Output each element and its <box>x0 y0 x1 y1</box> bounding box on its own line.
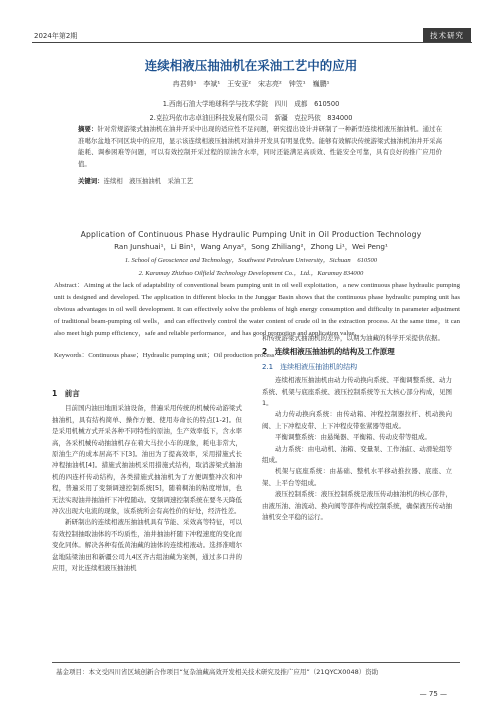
english-affiliation-1: 1. School of Geoscience and Technology，Southwest Petroleum University，Sichuan 610500 <box>124 257 378 264</box>
affiliation-1: 1.西南石油大学地球科学与技术学院 四川 成都 610500 <box>162 100 340 108</box>
body-left-column <box>52 386 242 575</box>
keywords-en-label: Keywords： <box>54 352 89 359</box>
paragraph: 机架与底座系统：由基础、整机水平移动推拉器、底座、立架、上平台等组成。 <box>262 467 452 487</box>
abstract-en-label: Abstract： <box>54 282 84 289</box>
paper-title: 连续相液压抽油机在采油工艺中的应用 <box>144 58 358 73</box>
paragraph: 平衡调整系统：由悬绳器、平衡箱、传动皮带等组成。 <box>275 433 431 442</box>
body-right-column <box>262 333 452 524</box>
paragraph: 动力传动换向系统：由传动箱、冲程控制器拉杆、机动换向阀、上下冲程皮带、上下冲程皮带张紧器等组成。 <box>262 410 452 430</box>
issue-label: 2024年第2期 <box>34 32 78 40</box>
footnote-rule <box>52 662 460 663</box>
paragraph: 新研制出的连续相液压抽油机具有节能、采效高等特征，可以有效控制抽取油体的不均质性，油井抽油杆随下冲程速度的变化而变化同体。解决各种有低黄油藏的油体的连续相液动。选择准噶尔盆地陆梁油田和新疆公司九4区齐古组油藏为案例，通过多口井的应用，对比连续相液压抽油机 <box>52 518 242 573</box>
paragraph: 目前国内油田地面采油设备，普遍采用传统的机械传动游梁式抽油机，具有结构简单、操作方便、使用寿命长的特点[1-2]。但是采用机械方式开采各种不同特性的原油，生产效率低下，含水率高，各采机械传动抽油机存在着大马拉小车的现象，耗电非常大，原油生产的成本居高不下[3]。油田为了提高效率，采用措施式长冲程抽油机[4]。措施式抽油机采用措施式结构，取消游梁式抽油机的四连杆传动结构，各类措施式抽油机为了方便调整冲次和冲程，普遍采用了变频调速控制系统[5]，随着稠油的粘度增加，也无法实现油井抽油杆下冲程随动。变频调速控制系统在要冬天降低冲次出现大电流的现象，该系统所会有高性价的好处，经济性差。 <box>52 404 242 516</box>
page-number: — 75 — <box>419 690 447 698</box>
paragraph: 和传统游梁式抽油机的差异，以期为油藏的科学开采提供依据。 <box>262 334 444 342</box>
keywords-zh-text: 连续相 液压抽油机 采油工艺 <box>103 177 194 185</box>
section-2-heading: 2 连续相液压抽油机的结构及工作原理 <box>262 347 395 357</box>
section-1-heading: 1 前言 <box>52 389 80 398</box>
keywords-zh <box>78 176 442 188</box>
abstract-en-text: Aiming at the lack of adaptability of conventional beam pumping unit in oil well exploitation，a new continuous phase hydraulic pumping unit is designed and developed. The application in different blocks in the Junggar Basin shows that the continuous phase hydraulic pumping unit has obvious advantages in oil well development. It can effectively solve the problems of high energy consumption and difficulty in parameter adjustment of traditional beam-pumping oil wells，and can effectively control the water content of crude oil in the extraction process. At the same time，it can also meet high pump efficiency，safe and reliable performance，and has good promotion and application value. <box>54 282 460 337</box>
paragraph: 液压控制系统：液压控制系统是液压传动抽油机的核心部件，由液压油、油流动、换向阀等部件构成控制系统，确保液压传动抽油机安全平稳的运行。 <box>262 490 452 522</box>
english-affiliation-2: 2. Karamay Zhizhuo Oilfield Technology Development Co.，Ltd.，Karamay 834000 <box>138 270 364 277</box>
abstract-zh <box>78 124 442 170</box>
subsection-2-1-heading: 2.1 连续相液压抽油机的结构 <box>262 362 358 371</box>
paragraph: 连续相液压抽油机由动力传动换向系统、平衡调整系统、动力系统、机架与底座系统、液压控制系统等五大核心部分构成，见图1。 <box>262 376 452 408</box>
authors: 冉君帅¹ 李斌¹ 王安亚² 宋志亮² 钟笠¹ 巍鹏¹ <box>172 80 330 88</box>
abstract-en <box>54 280 460 340</box>
keywords-en-text: Continuous phase；Hydraulic pumping unit；Oil production process <box>88 352 275 359</box>
english-title: Application of Continuous Phase Hydraulic Pumping Unit in Oil Production Technology <box>80 230 422 239</box>
column-badge: 技术研究 <box>423 28 471 43</box>
header-rule <box>32 42 472 43</box>
abstract-zh-label: 摘要： <box>78 125 98 133</box>
abstract-zh-text: 针对常规游梁式抽油机在油井开采中出现的适应性不足问题，研究提出设计并研制了一种新型连续相液压抽油机。通过在准噶尔盆地不同区块中的应用，显示该连续相液压抽油机对油井开发具有明显优势。能够有效解决传统游梁式抽油机油井开采高能耗、调参困难等问题，可以有效控制开采过程的原油含水率，同时还能满足高质效、性能安全可靠，具有良好的推广应用价值。 <box>78 125 443 168</box>
keywords-zh-label: 关键词： <box>78 177 104 185</box>
paragraph: 动力系统：由电动机、油箱、变量泵、工作油缸、动滑轮组等组成。 <box>262 444 452 465</box>
funding-footnote: 基金项目：本文受四川省区域创新合作项目“复杂油藏高效开发相关技术研究及推广应用”（21QYCX0048）资助 <box>56 668 379 676</box>
english-authors: Ran Junshuai¹，Li Bin¹，Wang Anya²，Song Zhiliang²，Zhong Li¹，Wei Peng¹ <box>114 242 388 251</box>
affiliation-2: 2.克拉玛依市志卓油田科技发展有限公司 新疆 克拉玛依 834000 <box>149 114 353 122</box>
